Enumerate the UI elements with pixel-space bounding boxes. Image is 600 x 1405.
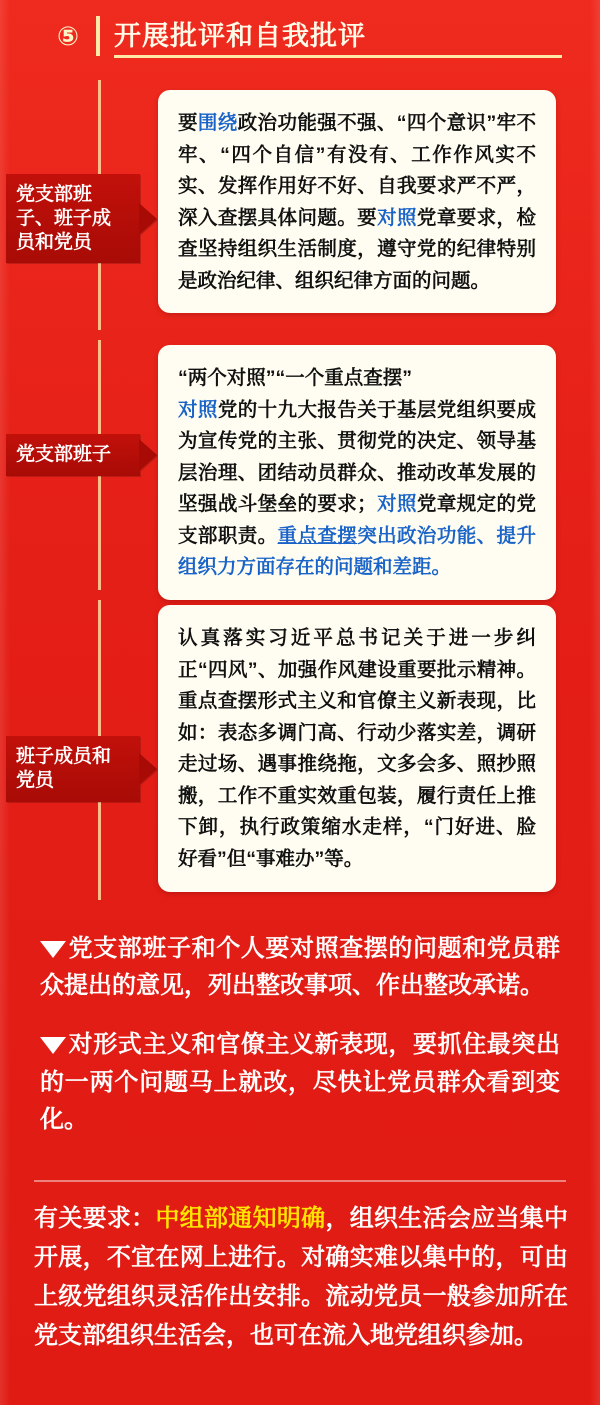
section-number: ⑤ xyxy=(56,20,79,51)
card-text: 认真落实习近平总书记关于进一步纠正“四风”、加强作风建设重要批示精神。重点查摆形式主义和官僚主义新表现，比如：表态多调门高、行动少落实差，调研走过场、遇事推绕拖，文多会多、照抄照搬，工作不重实效重包装，履行责任上推下卸，执行政策缩水走样，“门好进、脸好看”但“事难办”等。 xyxy=(178,627,536,871)
card-two-compare xyxy=(158,345,556,600)
list-item-text: 对形式主义和官僚主义新表现，要抓住最突出的一两个问题马上就改，尽快让党员群众看到变化。 xyxy=(40,1031,560,1133)
footer-divider xyxy=(34,1180,566,1182)
footer-rest: ，组织生活会应当集中开展，不宜在网上进行。对确实难以集中的，可由上级党组织灵活作出安排。流动党员一般参加所在党支部组织生活会，也可在流入地党组织参加。 xyxy=(34,1205,569,1349)
arrow-icon xyxy=(139,203,157,235)
tag-team-members-and-party-members xyxy=(6,736,140,802)
card-four-winds xyxy=(158,605,556,892)
tag-label: 班子成员和党员 xyxy=(16,746,112,791)
card-text: “两个对照”“一个重点查摆” 对照党的十九大报告关于基层党组织要成为宣传党的主张、贯彻党的决定、领导基层治理、团结动员群众、推动改革发展的坚强战斗堡垒的要求；对照党章规定的党支部职责。重点查摆突出政治功能、提升组织力方面存在的问题和差距。 xyxy=(178,367,536,579)
footer-note xyxy=(34,1200,568,1356)
card-criticism-scope xyxy=(158,90,556,313)
bullet-list xyxy=(40,930,560,1160)
tag-label: 党支部班子、班子成员和党员 xyxy=(16,184,112,253)
list-item-text: 党支部班子和个人要对照查摆的问题和党员群众提出的意见，列出整改事项、作出整改承诺。 xyxy=(40,935,560,1000)
tag-party-branch-team xyxy=(6,434,140,476)
right-edge-decoration xyxy=(590,0,600,1405)
arrow-icon xyxy=(139,439,157,471)
footer-prefix: 有关要求： xyxy=(34,1205,156,1232)
section-header xyxy=(40,14,562,58)
footer-highlight: 中组部通知明确 xyxy=(155,1205,326,1232)
triangle-bullet-icon xyxy=(40,941,66,958)
tag-party-branch-team-members-and-members xyxy=(6,174,140,263)
arrow-icon xyxy=(139,753,157,785)
card-text: 要围绕政治功能强不强、“四个意识”牢不牢、“四个自信”有没有、工作作风实不实、发挥作用好不好、自我要求严不严，深入查摆具体问题。要对照党章要求，检查坚持组织生活制度，遵守党的纪律特别是政治纪律、组织纪律方面的问题。 xyxy=(178,112,536,292)
triangle-bullet-icon xyxy=(40,1037,66,1054)
list-item xyxy=(40,1026,560,1138)
list-item xyxy=(40,930,560,1004)
header-separator xyxy=(96,16,100,56)
page-title: 开展批评和自我批评 xyxy=(114,14,562,58)
tag-label: 党支部班子 xyxy=(16,444,112,465)
